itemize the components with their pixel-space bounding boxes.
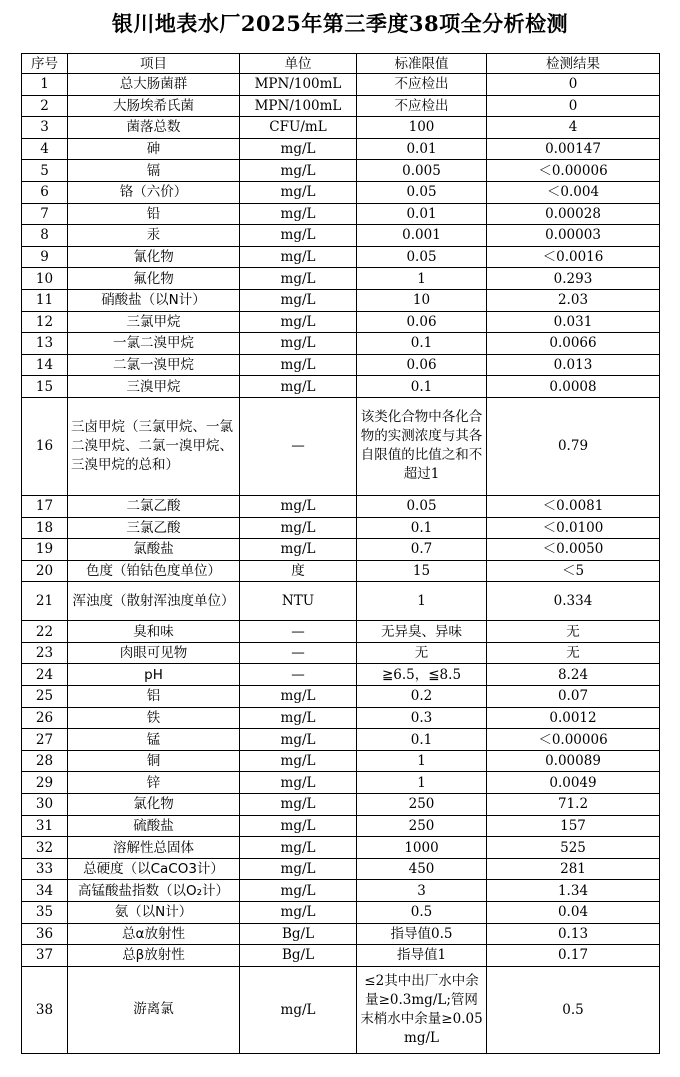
limit-cell: 0.01	[357, 138, 487, 160]
result-cell: 0.0008	[487, 376, 660, 398]
table-row	[22, 289, 660, 311]
seq-cell: 27	[22, 729, 68, 751]
seq-cell: 37	[22, 945, 68, 967]
result-cell: 0.334	[487, 582, 660, 621]
item-cell: 一氯二溴甲烷	[68, 333, 240, 355]
result-cell: 0.00147	[487, 138, 660, 160]
table-row	[22, 268, 660, 290]
table-row	[22, 74, 660, 96]
result-cell: 0.00089	[487, 750, 660, 772]
item-cell: 镉	[68, 160, 240, 182]
limit-cell: 0.01	[357, 203, 487, 225]
table-row	[22, 837, 660, 859]
result-cell: 0.79	[487, 397, 660, 495]
limit-cell: 指导值1	[357, 945, 487, 967]
table-row	[22, 880, 660, 902]
seq-cell: 29	[22, 772, 68, 794]
table-body	[22, 74, 660, 1054]
unit-cell: mg/L	[240, 772, 357, 794]
unit-cell: 度	[240, 560, 357, 582]
item-cell: 肉眼可见物	[68, 642, 240, 664]
table-header-row	[22, 54, 660, 74]
table-row	[22, 95, 660, 117]
limit-cell: 100	[357, 117, 487, 139]
table-row	[22, 858, 660, 880]
result-cell: ＜0.004	[487, 181, 660, 203]
item-cell: 硝酸盐（以N计）	[68, 289, 240, 311]
item-cell: 铝	[68, 686, 240, 708]
unit-cell: —	[240, 664, 357, 686]
limit-cell: 0.1	[357, 517, 487, 539]
table-row	[22, 621, 660, 643]
page-title: 银川地表水厂2025年第三季度38项全分析检测	[111, 11, 569, 36]
limit-cell: 0.05	[357, 495, 487, 517]
seq-cell: 2	[22, 95, 68, 117]
seq-cell: 5	[22, 160, 68, 182]
item-cell: 色度（铂钴色度单位）	[68, 560, 240, 582]
limit-cell: 1	[357, 582, 487, 621]
result-cell: 0.17	[487, 945, 660, 967]
table-row	[22, 686, 660, 708]
table-row	[22, 160, 660, 182]
result-cell: 0.5	[487, 966, 660, 1053]
item-cell: 硫酸盐	[68, 815, 240, 837]
table-row	[22, 772, 660, 794]
limit-cell: 250	[357, 794, 487, 816]
result-cell: 0.013	[487, 354, 660, 376]
unit-cell: mg/L	[240, 268, 357, 290]
result-cell: 0.031	[487, 311, 660, 333]
seq-cell: 17	[22, 495, 68, 517]
unit-cell: MPN/100mL	[240, 74, 357, 96]
seq-cell: 24	[22, 664, 68, 686]
result-cell: 0.0066	[487, 333, 660, 355]
item-cell: 总大肠菌群	[68, 74, 240, 96]
seq-cell: 38	[22, 966, 68, 1053]
result-cell: ＜0.0016	[487, 246, 660, 268]
limit-cell: 0.3	[357, 707, 487, 729]
item-cell: 溶解性总固体	[68, 837, 240, 859]
limit-cell: 1	[357, 750, 487, 772]
unit-cell: mg/L	[240, 333, 357, 355]
table-row	[22, 642, 660, 664]
unit-cell: mg/L	[240, 902, 357, 924]
item-cell: 三氯甲烷	[68, 311, 240, 333]
table-row	[22, 966, 660, 1053]
table-row	[22, 923, 660, 945]
item-cell: 浑浊度（散射浑浊度单位）	[68, 582, 240, 621]
item-cell: 游离氯	[68, 966, 240, 1053]
unit-cell: mg/L	[240, 225, 357, 247]
result-cell: 71.2	[487, 794, 660, 816]
unit-cell: —	[240, 621, 357, 643]
table-row	[22, 945, 660, 967]
limit-cell: 1	[357, 772, 487, 794]
seq-cell: 7	[22, 203, 68, 225]
seq-cell: 14	[22, 354, 68, 376]
item-cell: 氰化物	[68, 246, 240, 268]
result-cell: ＜5	[487, 560, 660, 582]
table-row	[22, 354, 660, 376]
seq-cell: 28	[22, 750, 68, 772]
seq-cell: 13	[22, 333, 68, 355]
item-cell: 锰	[68, 729, 240, 751]
header-item: 项目	[68, 54, 240, 74]
seq-cell: 35	[22, 902, 68, 924]
seq-cell: 30	[22, 794, 68, 816]
limit-cell: 0.2	[357, 686, 487, 708]
item-cell: 菌落总数	[68, 117, 240, 139]
result-cell: 525	[487, 837, 660, 859]
unit-cell: mg/L	[240, 160, 357, 182]
item-cell: 三氯乙酸	[68, 517, 240, 539]
limit-cell: 不应检出	[357, 95, 487, 117]
unit-cell: mg/L	[240, 311, 357, 333]
table-row	[22, 397, 660, 495]
item-cell: 铅	[68, 203, 240, 225]
result-cell: 0.04	[487, 902, 660, 924]
result-cell: 0.0049	[487, 772, 660, 794]
unit-cell: mg/L	[240, 517, 357, 539]
item-cell: 氯化物	[68, 794, 240, 816]
result-cell: ＜0.0050	[487, 539, 660, 561]
item-cell: 总β放射性	[68, 945, 240, 967]
limit-cell: 0.1	[357, 333, 487, 355]
seq-cell: 32	[22, 837, 68, 859]
item-cell: 三卤甲烷（三氯甲烷、一氯二溴甲烷、二氯一溴甲烷、三溴甲烷的总和）	[68, 397, 240, 495]
seq-cell: 33	[22, 858, 68, 880]
seq-cell: 22	[22, 621, 68, 643]
result-cell: 0.13	[487, 923, 660, 945]
limit-cell: 1	[357, 268, 487, 290]
item-cell: 氨（以N计）	[68, 902, 240, 924]
seq-cell: 23	[22, 642, 68, 664]
result-cell: ＜0.0100	[487, 517, 660, 539]
table-row	[22, 376, 660, 398]
limit-cell: 该类化合物中各化合物的实测浓度与其各自限值的比值之和不超过1	[357, 397, 487, 495]
table-row	[22, 560, 660, 582]
item-cell: 大肠埃希氏菌	[68, 95, 240, 117]
table-row	[22, 582, 660, 621]
unit-cell: mg/L	[240, 880, 357, 902]
limit-cell: 250	[357, 815, 487, 837]
unit-cell: mg/L	[240, 181, 357, 203]
unit-cell: —	[240, 642, 357, 664]
item-cell: 总α放射性	[68, 923, 240, 945]
limit-cell: 3	[357, 880, 487, 902]
unit-cell: NTU	[240, 582, 357, 621]
unit-cell: mg/L	[240, 815, 357, 837]
seq-cell: 1	[22, 74, 68, 96]
result-cell: 2.03	[487, 289, 660, 311]
item-cell: 汞	[68, 225, 240, 247]
analysis-table	[21, 53, 660, 1054]
seq-cell: 26	[22, 707, 68, 729]
limit-cell: 0.5	[357, 902, 487, 924]
unit-cell: mg/L	[240, 354, 357, 376]
limit-cell: 450	[357, 858, 487, 880]
unit-cell: mg/L	[240, 707, 357, 729]
item-cell: 氯酸盐	[68, 539, 240, 561]
unit-cell: mg/L	[240, 289, 357, 311]
seq-cell: 15	[22, 376, 68, 398]
seq-cell: 9	[22, 246, 68, 268]
limit-cell: 0.001	[357, 225, 487, 247]
unit-cell: mg/L	[240, 729, 357, 751]
table-row	[22, 495, 660, 517]
seq-cell: 20	[22, 560, 68, 582]
limit-cell: 0.005	[357, 160, 487, 182]
header-limit: 标准限值	[357, 54, 487, 74]
seq-cell: 34	[22, 880, 68, 902]
header-result: 检测结果	[487, 54, 660, 74]
result-cell: 0.00028	[487, 203, 660, 225]
item-cell: 三溴甲烷	[68, 376, 240, 398]
unit-cell: mg/L	[240, 539, 357, 561]
limit-cell: 0.05	[357, 246, 487, 268]
table-row	[22, 707, 660, 729]
result-cell: 0	[487, 74, 660, 96]
seq-cell: 12	[22, 311, 68, 333]
unit-cell: mg/L	[240, 858, 357, 880]
item-cell: 铬（六价）	[68, 181, 240, 203]
result-cell: ＜0.00006	[487, 160, 660, 182]
table-row	[22, 181, 660, 203]
table-row	[22, 333, 660, 355]
unit-cell: mg/L	[240, 794, 357, 816]
seq-cell: 8	[22, 225, 68, 247]
item-cell: 高锰酸盐指数（以O₂计）	[68, 880, 240, 902]
limit-cell: 指导值0.5	[357, 923, 487, 945]
seq-cell: 36	[22, 923, 68, 945]
result-cell: 8.24	[487, 664, 660, 686]
seq-cell: 3	[22, 117, 68, 139]
seq-cell: 10	[22, 268, 68, 290]
unit-cell: mg/L	[240, 750, 357, 772]
limit-cell: 0.1	[357, 729, 487, 751]
item-cell: 氟化物	[68, 268, 240, 290]
limit-cell: 不应检出	[357, 74, 487, 96]
item-cell: 铁	[68, 707, 240, 729]
item-cell: 二氯乙酸	[68, 495, 240, 517]
item-cell: 总硬度（以CaCO3计）	[68, 858, 240, 880]
unit-cell: mg/L	[240, 686, 357, 708]
unit-cell: CFU/mL	[240, 117, 357, 139]
seq-cell: 11	[22, 289, 68, 311]
seq-cell: 19	[22, 539, 68, 561]
seq-cell: 31	[22, 815, 68, 837]
table-row	[22, 794, 660, 816]
unit-cell: mg/L	[240, 966, 357, 1053]
limit-cell: 10	[357, 289, 487, 311]
result-cell: ＜0.00006	[487, 729, 660, 751]
result-cell: 0.07	[487, 686, 660, 708]
unit-cell: mg/L	[240, 495, 357, 517]
unit-cell: mg/L	[240, 246, 357, 268]
seq-cell: 21	[22, 582, 68, 621]
table-row	[22, 311, 660, 333]
seq-cell: 18	[22, 517, 68, 539]
unit-cell: mg/L	[240, 138, 357, 160]
table-row	[22, 225, 660, 247]
item-cell: 砷	[68, 138, 240, 160]
seq-cell: 6	[22, 181, 68, 203]
result-cell: 无	[487, 642, 660, 664]
unit-cell: mg/L	[240, 837, 357, 859]
unit-cell: —	[240, 397, 357, 495]
unit-cell: MPN/100mL	[240, 95, 357, 117]
result-cell: 无	[487, 621, 660, 643]
limit-cell: ≧6.5，≦8.5	[357, 664, 487, 686]
result-cell: 157	[487, 815, 660, 837]
item-cell: 臭和味	[68, 621, 240, 643]
seq-cell: 16	[22, 397, 68, 495]
limit-cell: 15	[357, 560, 487, 582]
table-row	[22, 203, 660, 225]
table-row	[22, 729, 660, 751]
unit-cell: Bg/L	[240, 923, 357, 945]
limit-cell: 无	[357, 642, 487, 664]
result-cell: 0.00003	[487, 225, 660, 247]
table-row	[22, 517, 660, 539]
table-row	[22, 750, 660, 772]
table-row	[22, 539, 660, 561]
limit-cell: 0.06	[357, 354, 487, 376]
result-cell: 0	[487, 95, 660, 117]
seq-cell: 4	[22, 138, 68, 160]
result-cell: 0.0012	[487, 707, 660, 729]
table-row	[22, 117, 660, 139]
result-cell: 0.293	[487, 268, 660, 290]
header-seq: 序号	[22, 54, 68, 74]
table-row	[22, 902, 660, 924]
unit-cell: mg/L	[240, 203, 357, 225]
item-cell: pH	[68, 664, 240, 686]
limit-cell: 无异臭、异味	[357, 621, 487, 643]
limit-cell: 0.7	[357, 539, 487, 561]
seq-cell: 25	[22, 686, 68, 708]
result-cell: 4	[487, 117, 660, 139]
result-cell: 281	[487, 858, 660, 880]
limit-cell: 0.1	[357, 376, 487, 398]
item-cell: 二氯一溴甲烷	[68, 354, 240, 376]
table-row	[22, 664, 660, 686]
table-row	[22, 138, 660, 160]
limit-cell: 0.06	[357, 311, 487, 333]
result-cell: ＜0.0081	[487, 495, 660, 517]
table-row	[22, 815, 660, 837]
limit-cell: 1000	[357, 837, 487, 859]
result-cell: 1.34	[487, 880, 660, 902]
limit-cell: ≤2其中出厂水中余量≥0.3mg/L;管网末梢水中余量≥0.05 mg/L	[357, 966, 487, 1053]
limit-cell: 0.05	[357, 181, 487, 203]
item-cell: 锌	[68, 772, 240, 794]
unit-cell: Bg/L	[240, 945, 357, 967]
header-unit: 单位	[240, 54, 357, 74]
unit-cell: mg/L	[240, 376, 357, 398]
table-row	[22, 246, 660, 268]
item-cell: 铜	[68, 750, 240, 772]
